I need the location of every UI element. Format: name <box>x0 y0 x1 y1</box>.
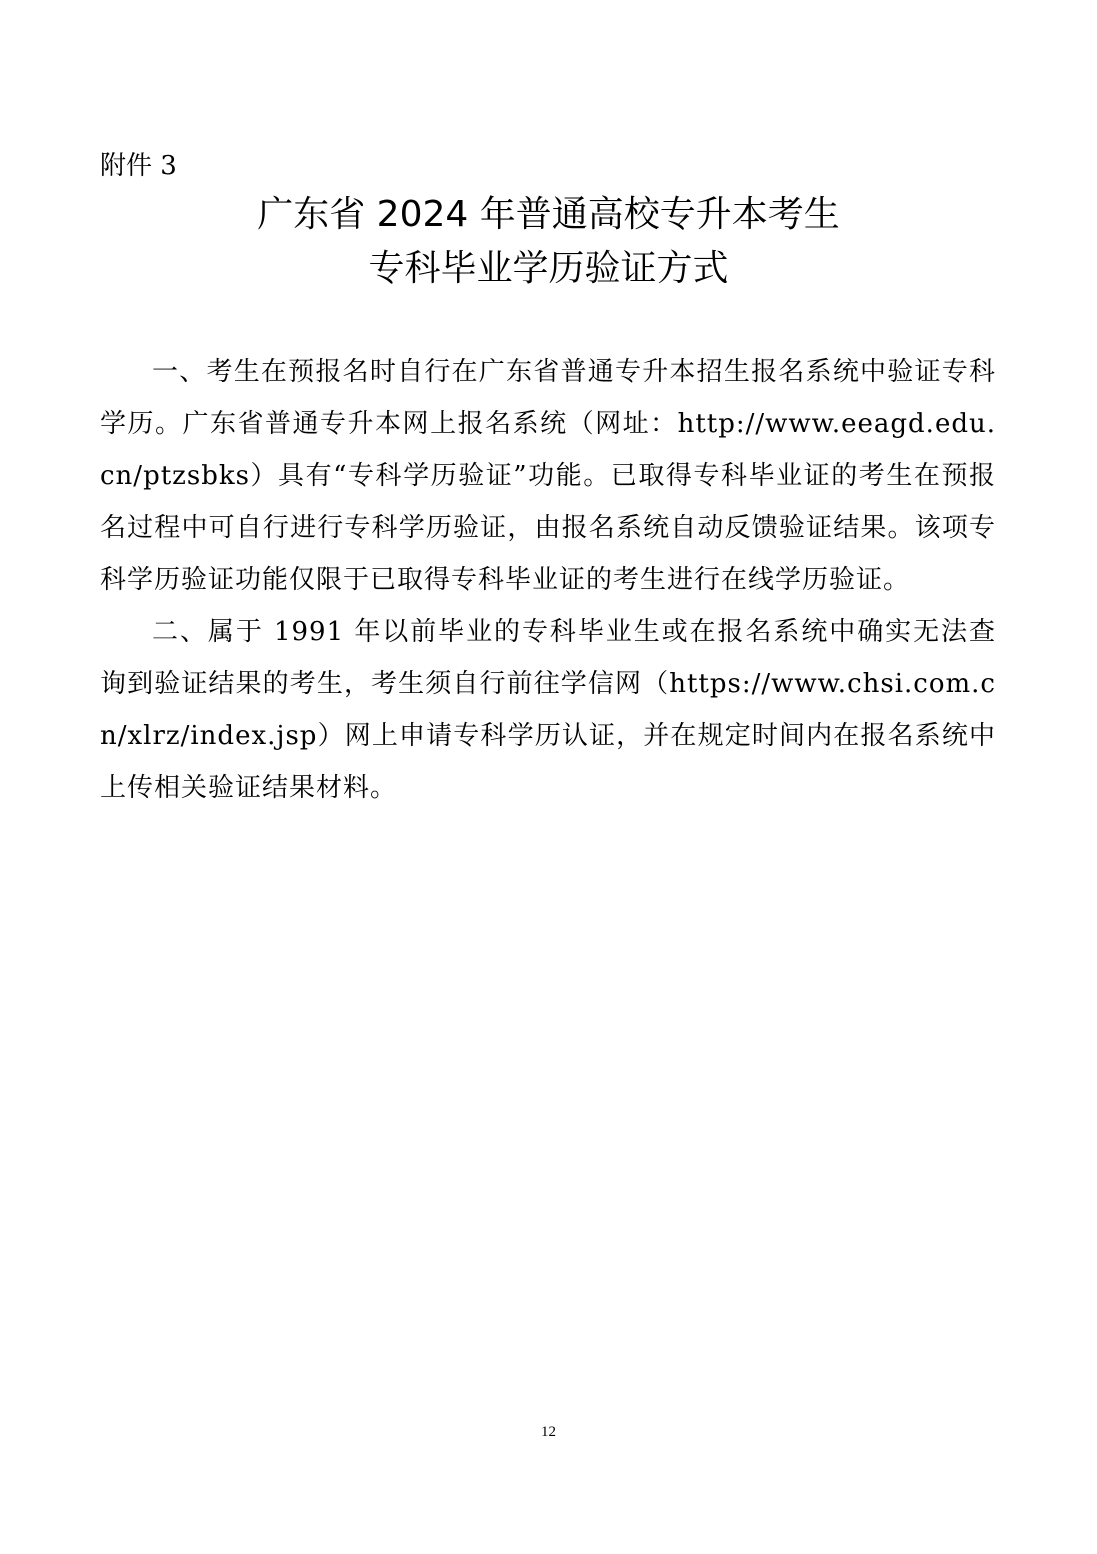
title-line-2: 专科毕业学历验证方式 <box>368 248 729 289</box>
paragraph-1: 一、考生在预报名时自行在广东省普通专升本招生报名系统中验证专科学历。广东省普通专升本网上报名系统（网址：http://www.eeagd.edu.cn/ptzsbks）具有“专科学历验证”功能。已取得专科毕业证的考生在预报名过程中可自行进行专科学历验证，由报名系统自动反馈验证结果。该项专科学历验证功能仅限于已取得专科毕业证的考生进行在线学历验证。 <box>100 357 996 595</box>
page-number: 12 <box>541 1424 556 1440</box>
document-title <box>0 188 1097 296</box>
paragraph-2: 二、属于 1991 年以前毕业的专科毕业生或在报名系统中确实无法查询到验证结果的考生，考生须自行前往学信网（https://www.chsi.com.cn/xlrz/index.jsp）网上申请专科学历认证，并在规定时间内在报名系统中上传相关验证结果材料。 <box>100 617 996 803</box>
attachment-label: 附件 3 <box>100 151 177 181</box>
document-body <box>100 346 996 814</box>
title-line-1: 广东省 2024 年普通高校专升本考生 <box>257 194 840 235</box>
